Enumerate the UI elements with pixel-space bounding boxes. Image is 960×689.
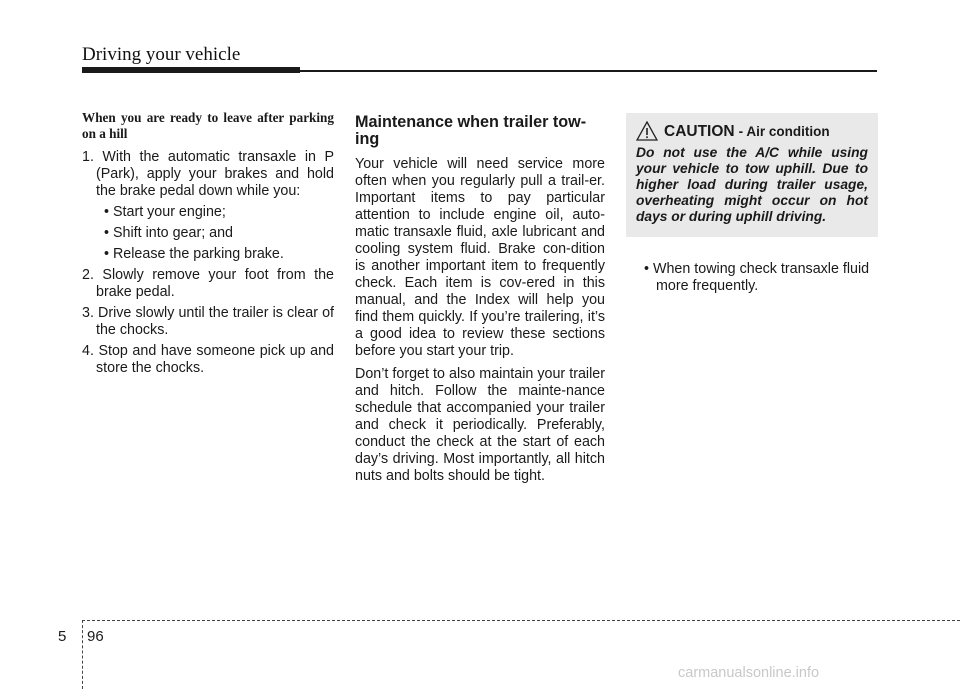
maintenance-heading: Maintenance when trailer tow-ing — [355, 113, 587, 148]
step-2: 2. Slowly remove your foot from the brake pedal. — [82, 267, 334, 300]
left-column — [82, 110, 334, 381]
bullet-shift-gear: • Shift into gear; and — [90, 225, 334, 242]
maintenance-paragraph-2: Don’t forget to also maintain your trailer and hitch. Follow the mainte-nance schedule that accompanied your trailer and check it periodically. Preferably, conduct the check at the start of each day’s driving. Most importantly, all hitch nuts and bolts should be tight. — [355, 366, 605, 484]
bullet-release-brake: • Release the parking brake. — [90, 246, 334, 263]
hill-leave-subheading: When you are ready to leave after parking on a hill — [82, 110, 334, 141]
bullet-transaxle-fluid: • When towing check transaxle fluid more frequently. — [632, 261, 878, 295]
caution-text: Do not use the A/C while using your vehicle to tow uphill. Due to higher load during trailer usage, overheating might occur on hot days or during uphill driving. — [636, 145, 868, 224]
step-4: 4. Stop and have someone pick up and store the chocks. — [82, 343, 334, 376]
page-number: 96 — [87, 628, 104, 645]
header-rule-thick — [82, 67, 300, 73]
page-header-title: Driving your vehicle — [82, 44, 241, 65]
caution-box — [626, 113, 878, 237]
caution-header — [636, 121, 868, 141]
step-1: 1. With the automatic transaxle in P (Park), apply your brakes and hold the brake pedal down while you: — [82, 149, 334, 199]
step-3: 3. Drive slowly until the trailer is clear of the chocks. — [82, 305, 334, 338]
footer-vertical-rule — [82, 620, 83, 689]
section-number: 5 — [58, 628, 67, 645]
header-rule-thin — [300, 70, 877, 72]
bullet-start-engine: • Start your engine; — [90, 204, 334, 221]
middle-column — [355, 110, 605, 491]
caution-label: CAUTION — [664, 122, 735, 140]
right-column — [626, 110, 878, 295]
maintenance-paragraph-1: Your vehicle will need service more often when you regularly pull a trail-er. Important items to pay particular attention to include engine oil, auto-matic transaxle fluid, axle lubricant and cooling system fluid. Brake con-dition is another important item to frequently check. Each item is cov-ered in this manual, and the Index will help you find them quickly. If you’re trailering, it’s a good idea to review these sections before you start your trip. — [355, 156, 605, 359]
warning-triangle-icon — [636, 121, 658, 141]
caution-subtitle: - Air condition — [738, 123, 830, 139]
watermark: carmanualsonline.info — [678, 665, 820, 681]
footer-horizontal-rule — [82, 620, 960, 621]
